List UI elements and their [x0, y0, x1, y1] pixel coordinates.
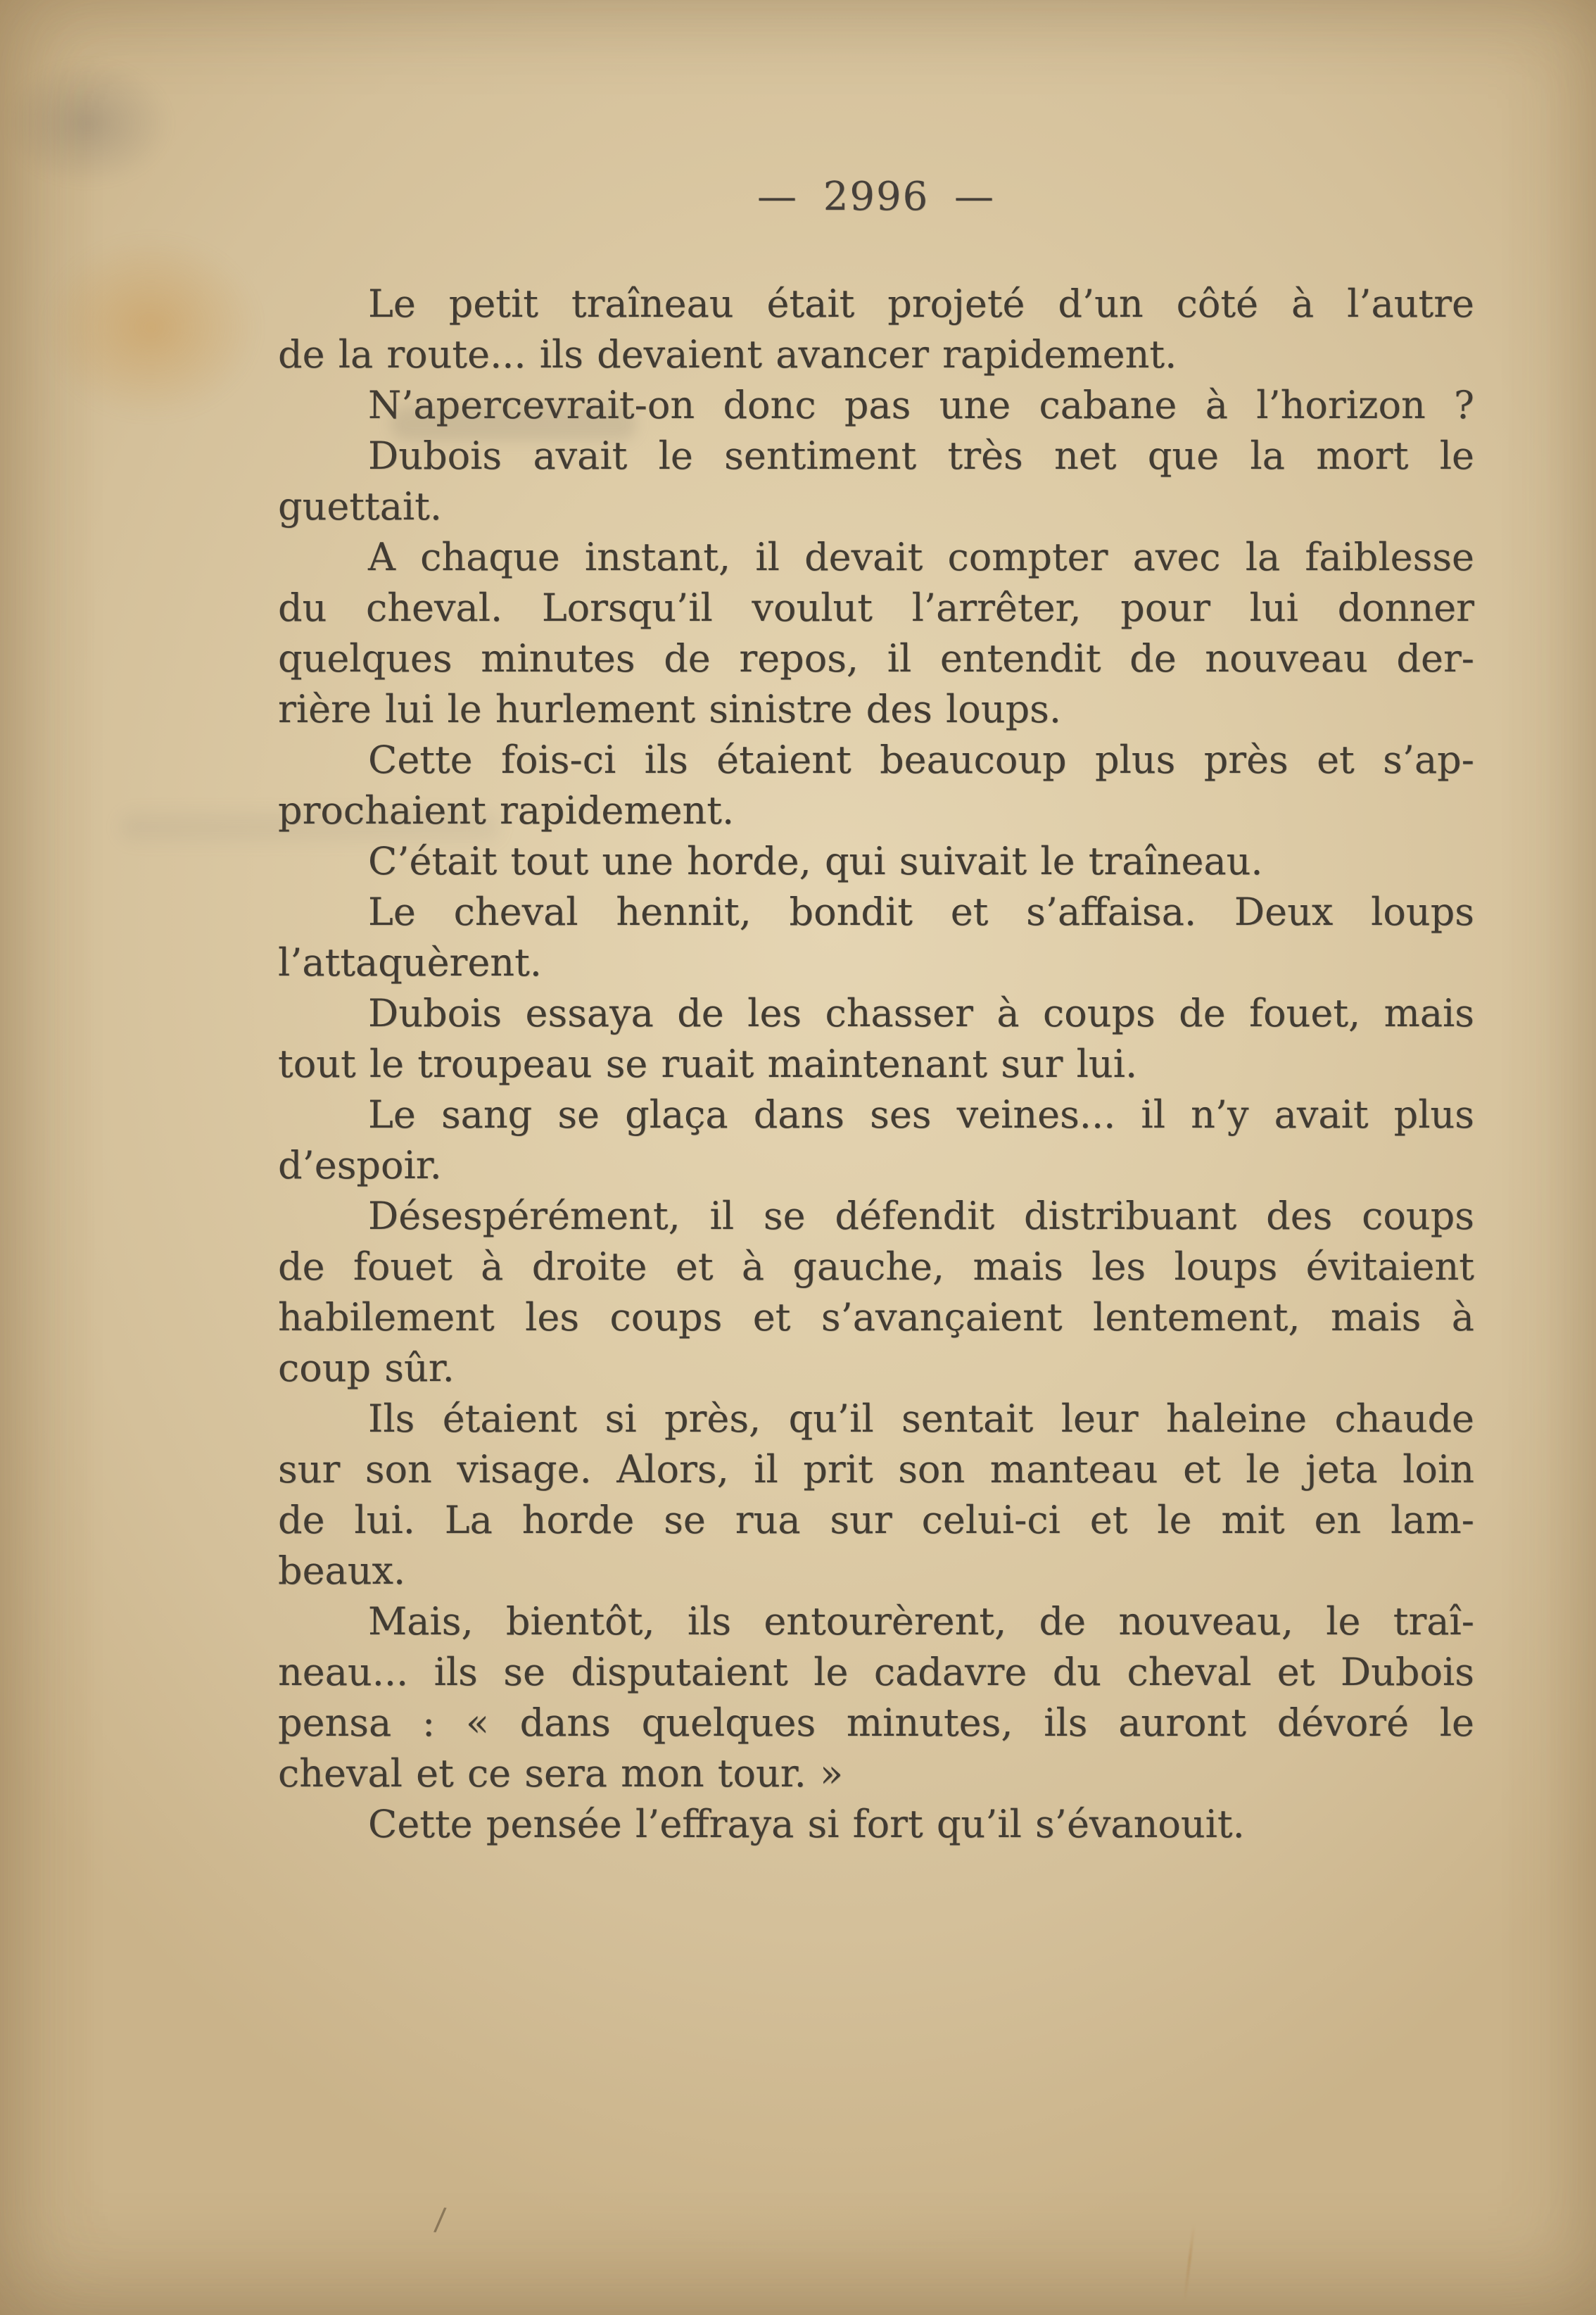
- paragraph: [278, 532, 1474, 735]
- paragraph: [278, 380, 1474, 431]
- text-line: de fouet à droite et à gauche, mais les loups évitaient: [278, 1244, 1474, 1289]
- text-line: coup sûr.: [278, 1346, 455, 1390]
- paragraph: [278, 1596, 1474, 1799]
- text-line: Désespérément, il se défendit distribuant des coups: [368, 1194, 1474, 1238]
- text-line: de lui. La horde se rua sur celui-ci et le mit en lam-: [278, 1498, 1474, 1542]
- text-line: sur son visage. Alors, il prit son manteau et le jeta loin: [278, 1447, 1474, 1491]
- text-line: guettait.: [278, 484, 443, 529]
- text-line: Cette fois-ci ils étaient beaucoup plus près et s’ap-: [368, 738, 1474, 782]
- paragraph: [278, 1191, 1474, 1394]
- text-line: cheval et ce sera mon tour. »: [278, 1751, 844, 1796]
- text-line: Ils étaient si près, qu’il sentait leur haleine chaude: [368, 1396, 1474, 1441]
- pen-mark: /: [433, 2201, 448, 2238]
- text-line: prochaient rapidement.: [278, 788, 735, 833]
- page-number: — 2996 —: [756, 174, 996, 220]
- paper-stain-gray: [4, 60, 172, 187]
- paragraph: [278, 1394, 1474, 1596]
- text-line: neau... ils se disputaient le cadavre du cheval et Dubois: [278, 1650, 1474, 1694]
- text-line: N’apercevrait-on donc pas une cabane à l’horizon ?: [368, 383, 1474, 427]
- text-line: l’attaquèrent.: [278, 940, 542, 985]
- text-line: A chaque instant, il devait compter avec la faiblesse: [368, 535, 1474, 579]
- text-line: d’espoir.: [278, 1143, 442, 1187]
- paper-stain-orange: [39, 232, 264, 422]
- text-line: beaux.: [278, 1548, 406, 1593]
- text-line: de la route... ils devaient avancer rapidement.: [278, 332, 1177, 377]
- text-line: Le petit traîneau était projeté d’un côté à l’autre: [368, 282, 1474, 326]
- text-line: Cette pensée l’effraya si fort qu’il s’évanouit.: [368, 1802, 1245, 1846]
- paper-fiber-scratch: [1183, 2224, 1195, 2302]
- paragraph: [278, 836, 1474, 887]
- paragraph: [278, 887, 1474, 988]
- text-line: Mais, bientôt, ils entourèrent, de nouveau, le traî-: [368, 1599, 1474, 1644]
- paragraph: [278, 431, 1474, 532]
- text-line: C’était tout une horde, qui suivait le traîneau.: [368, 839, 1263, 883]
- text-line: rière lui le hurlement sinistre des loups.: [278, 687, 1062, 731]
- text-line: Dubois essaya de les chasser à coups de fouet, mais: [368, 991, 1474, 1035]
- paragraph: [278, 735, 1474, 836]
- text-line: pensa : « dans quelques minutes, ils auront dévoré le: [278, 1701, 1474, 1745]
- text-line: du cheval. Lorsqu’il voulut l’arrêter, pour lui donner: [278, 586, 1474, 630]
- text-line: habilement les coups et s’avançaient lentement, mais à: [278, 1295, 1474, 1339]
- paragraph: [278, 1799, 1474, 1850]
- text-line: quelques minutes de repos, il entendit de nouveau der-: [278, 636, 1474, 681]
- text-line: Le sang se glaça dans ses veines... il n’y avait plus: [368, 1092, 1474, 1137]
- text-line: tout le troupeau se ruait maintenant sur lui.: [278, 1042, 1138, 1086]
- paragraph: [278, 988, 1474, 1090]
- text-line: Le cheval hennit, bondit et s’affaisa. Deux loups: [368, 890, 1474, 934]
- paragraph: [278, 1090, 1474, 1191]
- text-line: Dubois avait le sentiment très net que la mort le: [368, 434, 1474, 478]
- body-text: [278, 279, 1474, 1850]
- paragraph: [278, 279, 1474, 380]
